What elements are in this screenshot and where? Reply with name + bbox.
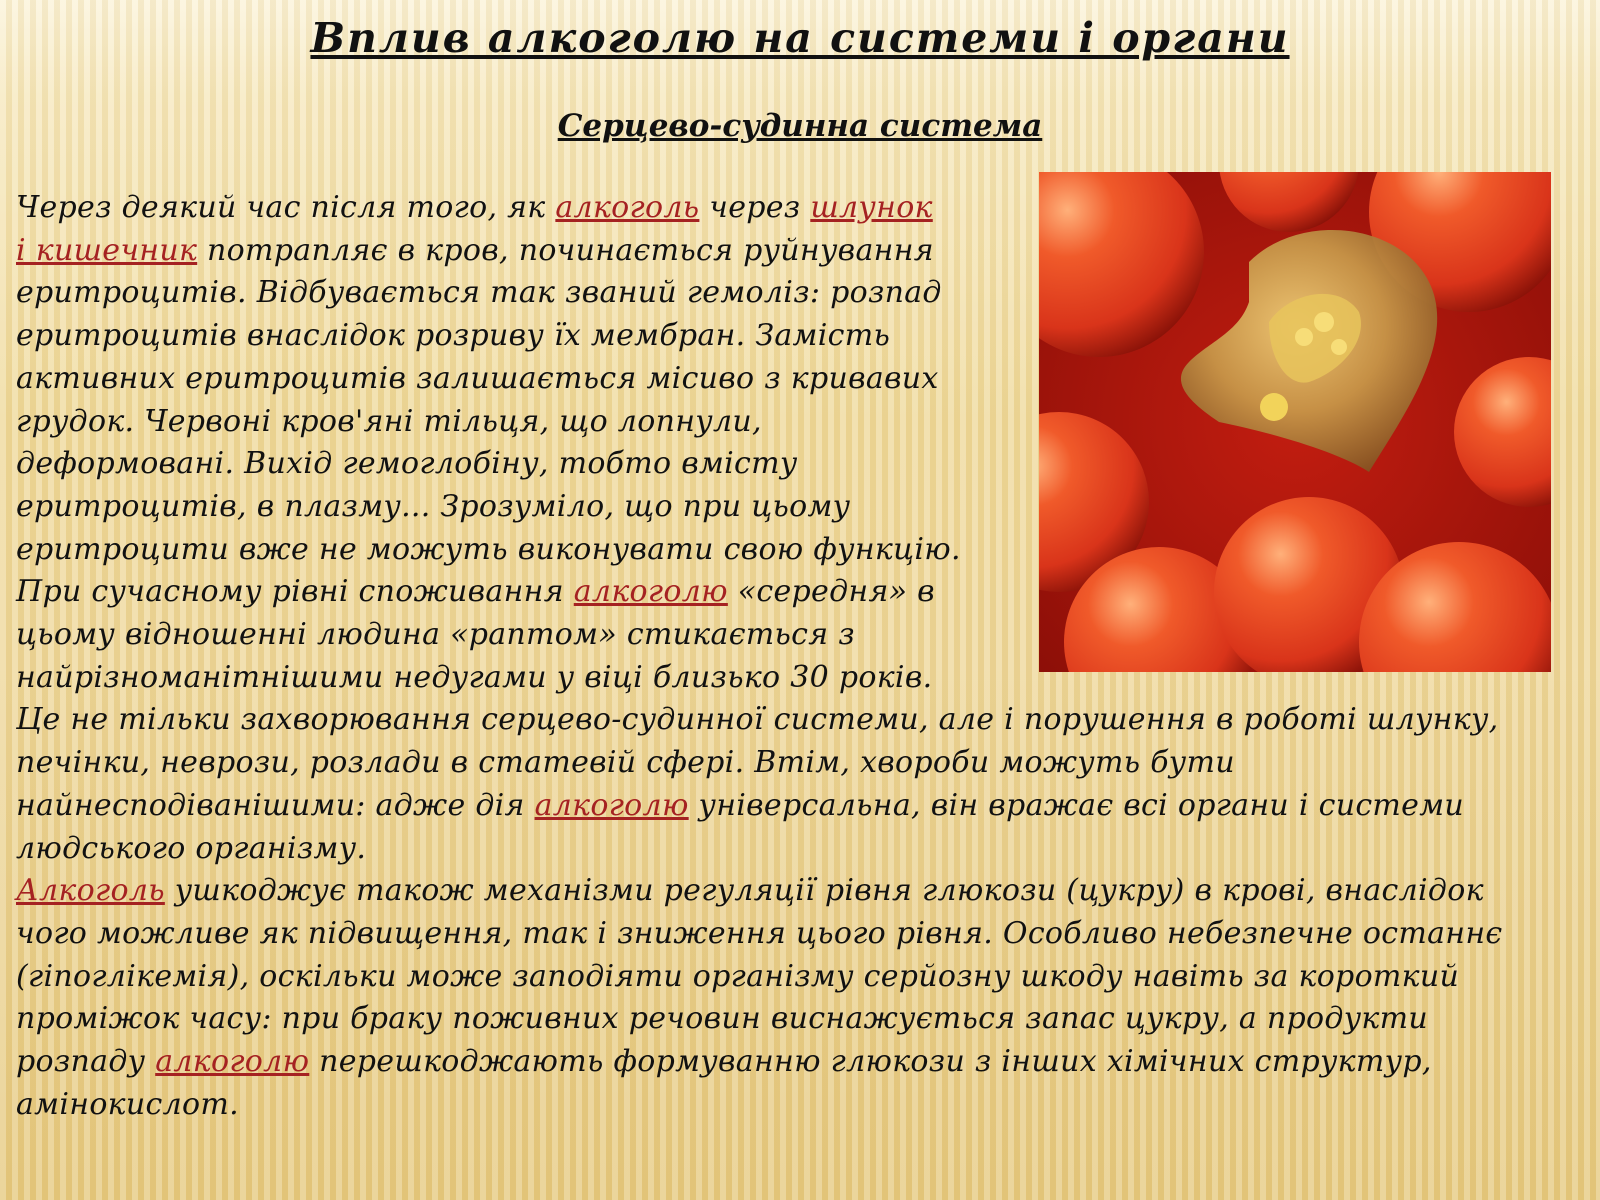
text-line: печінки, неврози, розлади в статевій сфері. Втім, хвороби можуть бути [16, 745, 1235, 781]
text-line: Це не тільки захворювання серцево-судинної системи, але і порушення в роботі шлунку, [16, 702, 1499, 738]
text-line: чого можливе як підвищення, так і зниження цього рівня. Особливо небезпечне останнє [16, 915, 1503, 951]
text-line: еритроцитів, в плазму... Зрозуміло, що при цьому [16, 488, 851, 524]
text-line: активних еритроцитів залишається місиво з кривавих [16, 360, 939, 396]
page-title: Вплив алкоголю на системи і органи [310, 14, 1290, 62]
link-alcohol[interactable]: алкоголю [573, 574, 728, 610]
text-line: еритроцити вже не можуть виконувати свою функцію. [16, 531, 961, 567]
text-line: проміжок часу: при браку поживних речовин виснажується запас цукру, а продукти [16, 1001, 1429, 1037]
text-line: еритроцитів внаслідок розриву їх мембран. Замість [16, 318, 891, 354]
text-line: Через деякий час після того, як алкоголь через шлунок [16, 190, 933, 225]
text-line: Алкоголь ушкоджує також механізми регуляції рівня глюкози (цукру) в крові, внаслідок [16, 873, 1484, 909]
text-line: При сучасному рівні споживання алкоголю «середня» в [16, 574, 935, 610]
link-alcohol[interactable]: алкоголю [534, 787, 689, 823]
link-alcohol[interactable]: Алкоголь [16, 873, 165, 909]
text-line: найнесподіванішими: адже дія алкоголю універсальна, він вражає всі органи і системи [16, 787, 1465, 823]
text-line: розпаду алкоголю перешкоджають формуванню глюкози з інших хімічних структур, [16, 1044, 1432, 1080]
link-stomach[interactable]: шлунок [810, 190, 933, 225]
text-line: і кишечник потрапляє в кров, починається руйнування [16, 232, 934, 268]
section-subtitle: Серцево-судинна система [557, 108, 1043, 144]
link-alcohol[interactable]: алкоголь [555, 190, 700, 225]
text-line: найрізноманітнішими недугами у віці близько 30 років. [16, 659, 933, 695]
link-alcohol[interactable]: алкоголю [155, 1044, 310, 1080]
text-line: цьому відношенні людина «раптом» стикається з [16, 617, 855, 653]
body-text [16, 187, 1591, 1126]
text-line: (гіпоглікемія), оскільки може заподіяти організму серйозну шкоду навіть за короткий [16, 958, 1460, 994]
text-line: людського організму. [16, 830, 367, 866]
text-line: грудок. Червоні кров'яні тільця, що лопнули, [16, 403, 762, 439]
link-intestine[interactable]: і кишечник [16, 232, 198, 268]
text-line: деформовані. Вихід гемоглобіну, тобто вмісту [16, 446, 798, 482]
text-line: амінокислот. [16, 1086, 239, 1122]
text-line: еритроцитів. Відбувається так званий гемоліз: розпад [16, 275, 942, 311]
